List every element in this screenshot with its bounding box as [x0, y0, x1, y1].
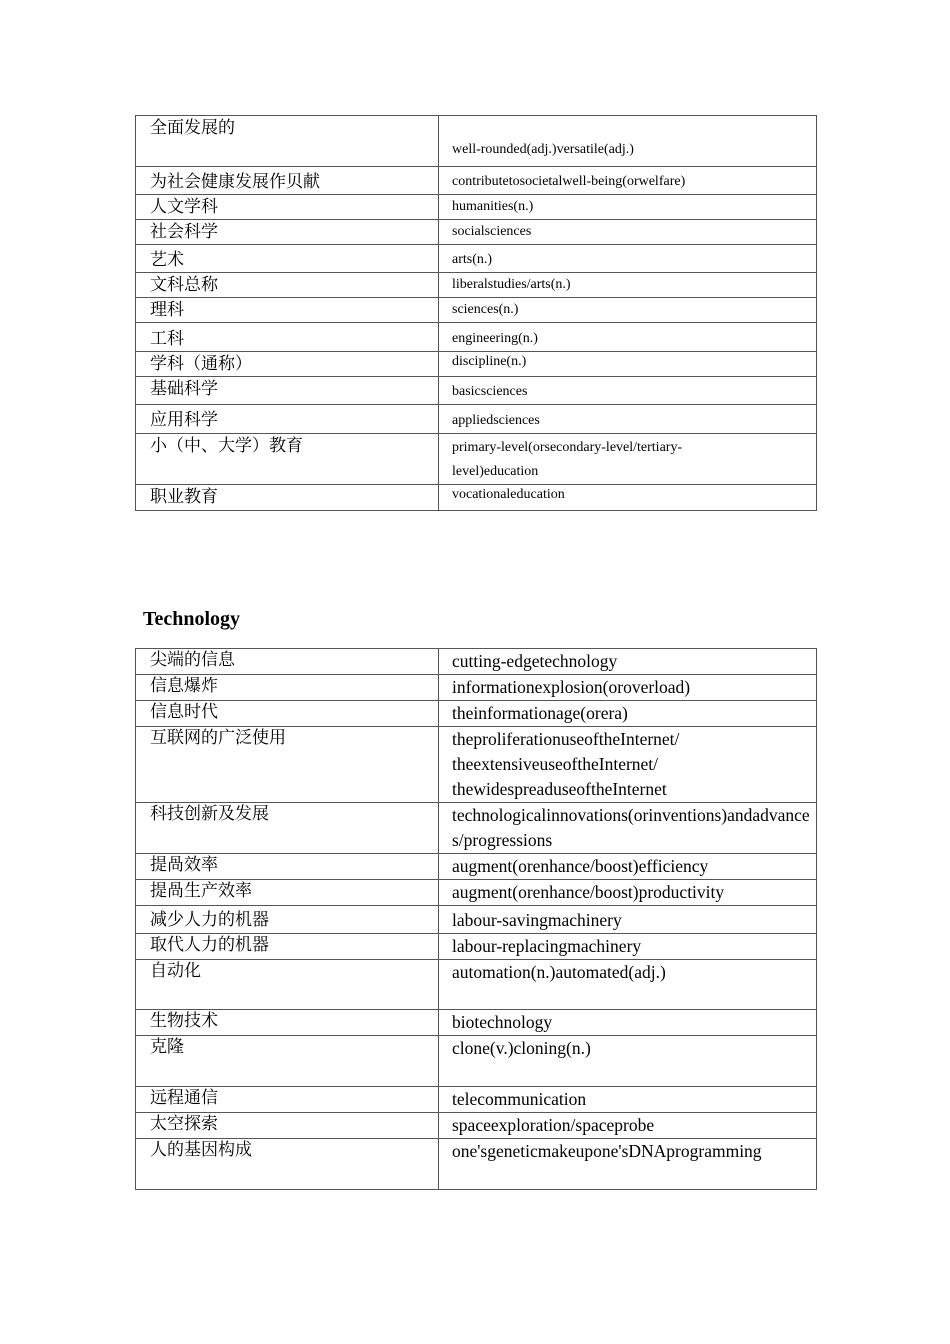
table-row — [136, 880, 817, 906]
chinese-term: 信息爆炸 — [136, 675, 439, 701]
english-term: theproliferationuseoftheInternet/ theextensiveuseoftheInternet/ thewidespreaduseoftheInternet — [439, 727, 817, 803]
english-term — [439, 434, 817, 485]
english-term: cutting-edgetechnology — [439, 649, 817, 675]
table-row — [136, 803, 817, 854]
english-term: automation(n.)automated(adj.) — [439, 960, 817, 1010]
chinese-term: 克隆 — [136, 1036, 439, 1087]
english-term-text: liberalstudies/arts(n.) — [452, 277, 571, 292]
english-term-text: humanities(n.) — [452, 199, 534, 214]
chinese-term: 科技创新及发展 — [136, 803, 439, 854]
table-row — [136, 298, 817, 323]
chinese-term: 减少人力的机器 — [136, 906, 439, 934]
english-term-text: basicsciences — [452, 384, 528, 399]
english-term-text: well-rounded(adj.)versatile(adj.) — [452, 142, 634, 157]
table-row — [136, 116, 817, 167]
table-row — [136, 195, 817, 220]
table-row — [136, 434, 817, 485]
table-row — [136, 906, 817, 934]
chinese-term: 基础科学 — [136, 377, 439, 405]
english-term — [439, 377, 817, 405]
chinese-term: 文科总称 — [136, 273, 439, 298]
english-term-text: vocationaleducation — [452, 487, 565, 502]
chinese-term: 小（中、大学）教育 — [136, 434, 439, 485]
table-row — [136, 323, 817, 352]
english-term — [439, 245, 817, 273]
table-row — [136, 960, 817, 1010]
chinese-term: 全面发展的 — [136, 116, 439, 167]
chinese-term: 工科 — [136, 323, 439, 352]
table-row — [136, 485, 817, 511]
section-title: Technology — [143, 608, 241, 630]
chinese-term: 提咼生产效率 — [136, 880, 439, 906]
english-term — [439, 298, 817, 323]
english-term — [439, 352, 817, 377]
table-row — [136, 1010, 817, 1036]
table-row — [136, 934, 817, 960]
english-term: spaceexploration/spaceprobe — [439, 1113, 817, 1139]
chinese-term: 信息时代 — [136, 701, 439, 727]
english-term: theinformationage(orera) — [439, 701, 817, 727]
chinese-term: 艺术 — [136, 245, 439, 273]
english-term: informationexplosion(oroverload) — [439, 675, 817, 701]
english-term-text: arts(n.) — [452, 252, 493, 267]
english-term — [439, 220, 817, 245]
table-row — [136, 675, 817, 701]
table-row — [136, 727, 817, 803]
english-term — [439, 116, 817, 167]
english-term-text: socialsciences — [452, 224, 532, 239]
table-row — [136, 352, 817, 377]
table-row — [136, 245, 817, 273]
english-term: clone(v.)cloning(n.) — [439, 1036, 817, 1087]
english-term — [439, 167, 817, 195]
chinese-term: 尖端的信息 — [136, 649, 439, 675]
chinese-term: 人文学科 — [136, 195, 439, 220]
chinese-term: 理科 — [136, 298, 439, 323]
english-term: biotechnology — [439, 1010, 817, 1036]
english-term: technologicalinnovations(orinventions)andadvances/progressions — [439, 803, 817, 854]
chinese-term: 职业教育 — [136, 485, 439, 511]
english-term: labour-savingmachinery — [439, 906, 817, 934]
chinese-term: 太空探索 — [136, 1113, 439, 1139]
english-term: augment(orenhance/boost)efficiency — [439, 854, 817, 880]
chinese-term: 学科（通称） — [136, 352, 439, 377]
chinese-term: 远程通信 — [136, 1087, 439, 1113]
table-row — [136, 649, 817, 675]
english-term: augment(orenhance/boost)productivity — [439, 880, 817, 906]
table-row — [136, 167, 817, 195]
english-term — [439, 485, 817, 511]
english-term — [439, 405, 817, 434]
english-term-text: discipline(n.) — [452, 354, 527, 369]
education-terms-table — [135, 115, 817, 511]
english-term-text: appliedsciences — [452, 413, 540, 428]
chinese-term: 生物技术 — [136, 1010, 439, 1036]
chinese-term: 互联网的广泛使用 — [136, 727, 439, 803]
table-row — [136, 273, 817, 298]
english-term: labour-replacingmachinery — [439, 934, 817, 960]
table-row — [136, 1036, 817, 1087]
table-row — [136, 220, 817, 245]
english-term-text: contributetosocietalwell-being(orwelfare) — [452, 174, 686, 189]
table-row — [136, 1139, 817, 1190]
chinese-term: 提咼效率 — [136, 854, 439, 880]
english-term-text: primary-level(orsecondary-level/tertiary-level)education — [452, 440, 683, 479]
english-term — [439, 195, 817, 220]
chinese-term: 自动化 — [136, 960, 439, 1010]
english-term: one'sgeneticmakeupone'sDNAprogramming — [439, 1139, 817, 1190]
technology-terms-table — [135, 648, 817, 1190]
chinese-term: 社会科学 — [136, 220, 439, 245]
table-row — [136, 405, 817, 434]
table-row — [136, 1113, 817, 1139]
chinese-term: 人的基因构成 — [136, 1139, 439, 1190]
english-term — [439, 323, 817, 352]
english-term-text: engineering(n.) — [452, 331, 538, 346]
chinese-term: 取代人力的机器 — [136, 934, 439, 960]
table-row — [136, 1087, 817, 1113]
table-row — [136, 377, 817, 405]
chinese-term: 应用科学 — [136, 405, 439, 434]
chinese-term: 为社会健康发展作贝献 — [136, 167, 439, 195]
table-row — [136, 854, 817, 880]
english-term: telecommunication — [439, 1087, 817, 1113]
english-term-text: sciences(n.) — [452, 302, 519, 317]
english-term — [439, 273, 817, 298]
table-row — [136, 701, 817, 727]
